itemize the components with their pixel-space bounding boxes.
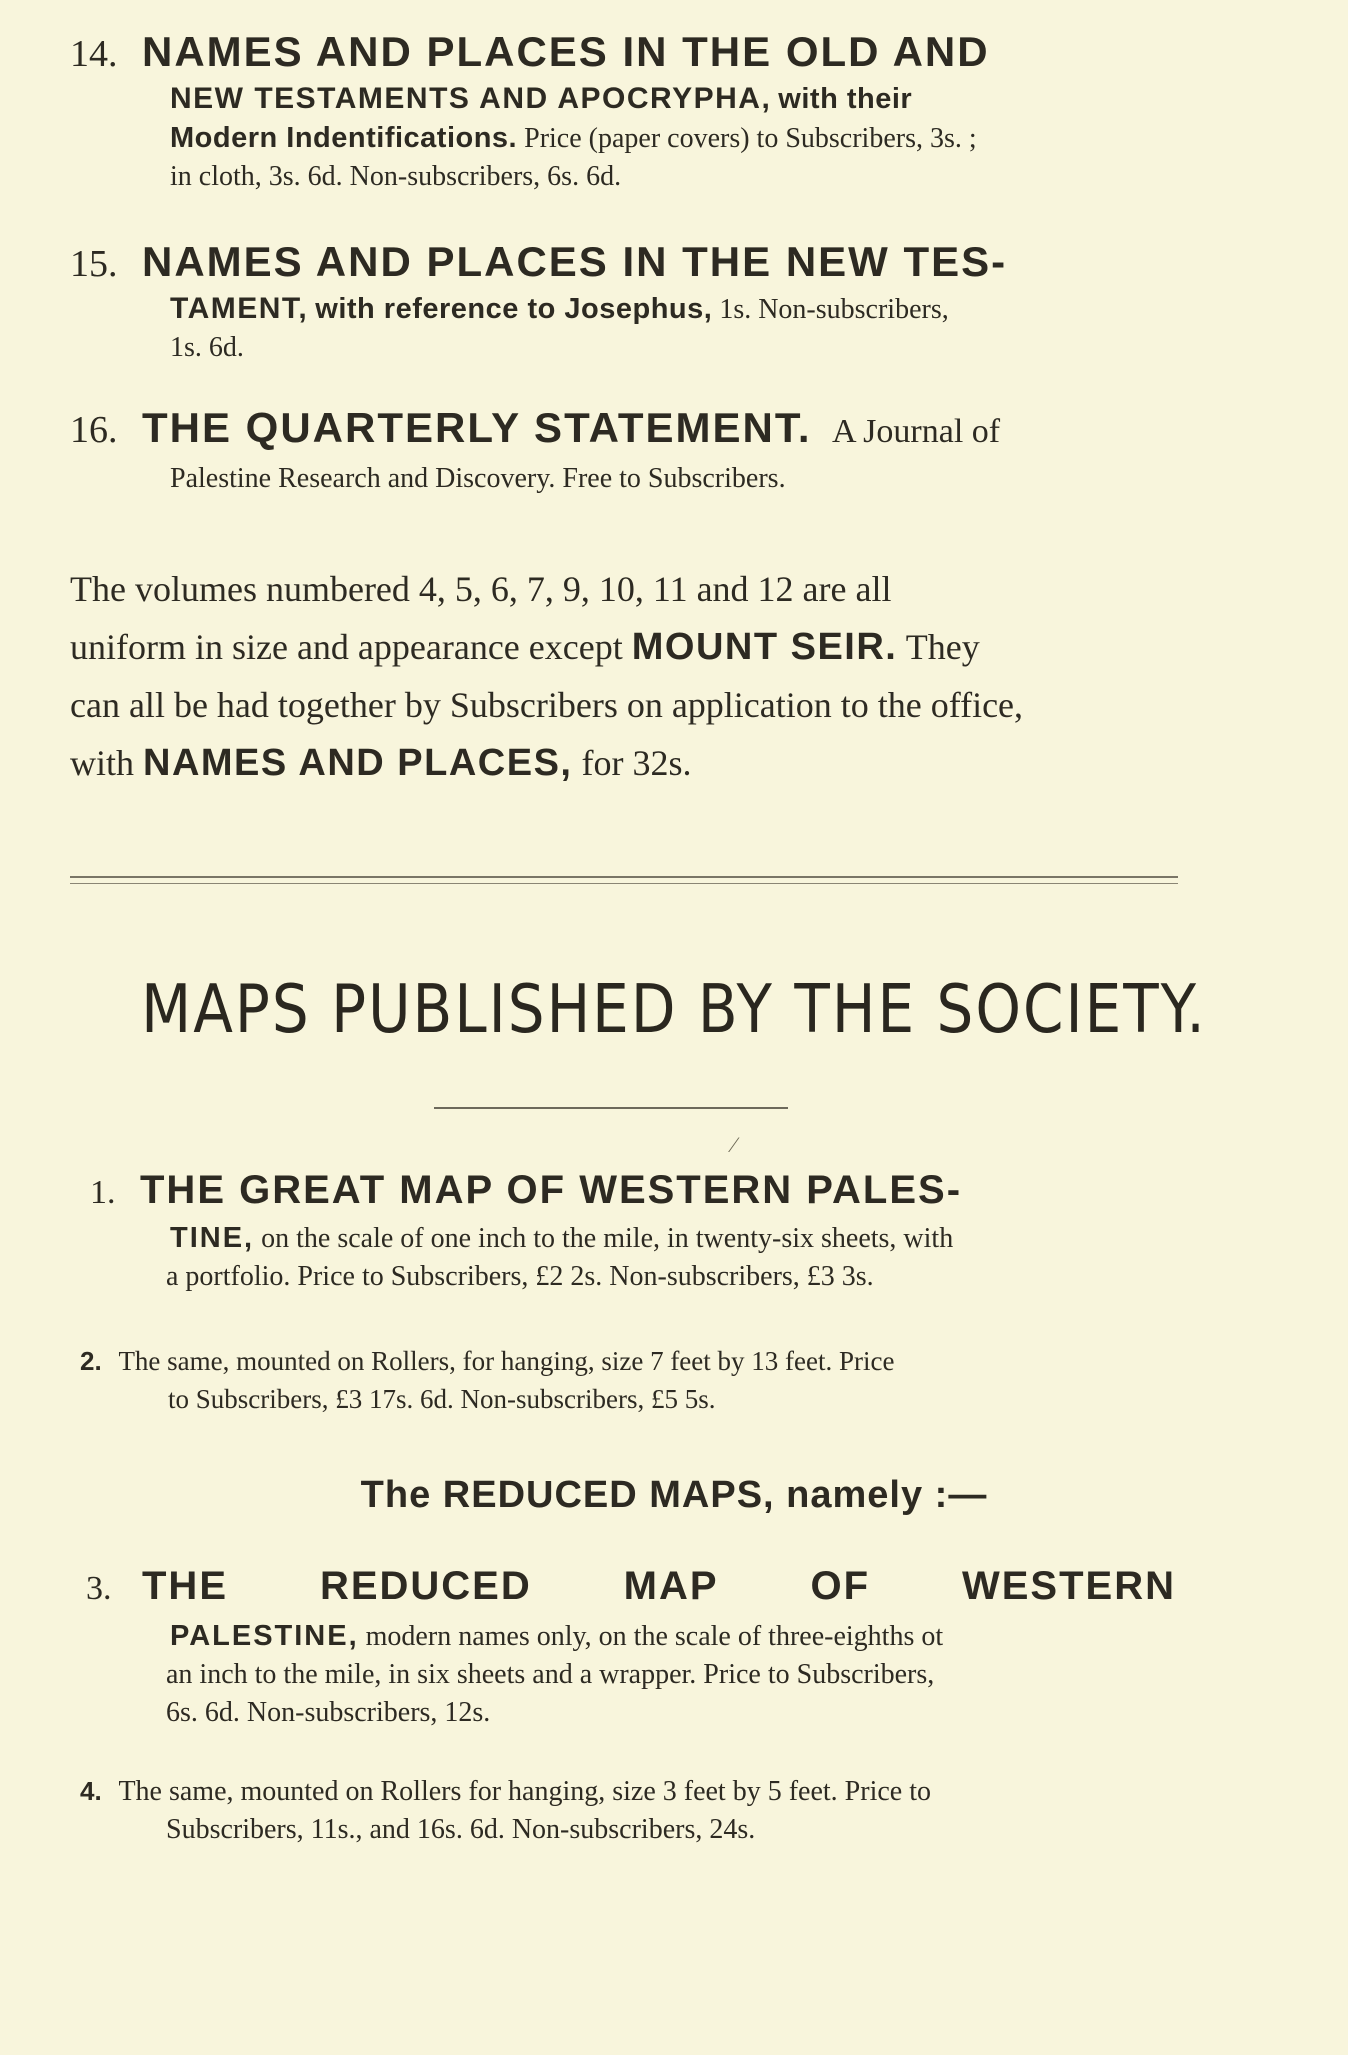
- entry-price-line: 6s. 6d. Non-subscribers, 12s.: [166, 1697, 491, 1728]
- paragraph-line-4-post: for 32s.: [581, 743, 692, 783]
- reduced-maps-heading: The REDUCED MAPS, namely :—: [360, 1474, 988, 1516]
- entry-line-2: Subscribers, 11s., and 16s. 6d. Non-subscribers, 24s.: [166, 1814, 756, 1845]
- entry-subtitle-bold: with reference to Josephus,: [315, 293, 713, 325]
- entry-subtitle-bold: with their: [778, 83, 913, 115]
- title-word: OF: [810, 1564, 871, 1608]
- title-word: WESTERN: [961, 1564, 1176, 1608]
- entry-number: 3.: [86, 1570, 112, 1607]
- section-divider: [70, 876, 1178, 878]
- entry-number: 14.: [70, 33, 118, 75]
- entry-number: 4.: [80, 1776, 102, 1806]
- paragraph-line-3: can all be had together by Subscribers on application to the office,: [70, 685, 1024, 725]
- entry-title: NAMES AND PLACES IN THE OLD AND: [142, 28, 990, 75]
- stray-mark: ⁄: [732, 1132, 736, 1157]
- entry-15: [70, 238, 1180, 367]
- entry-description: Palestine Research and Discovery. Free to Subscribers.: [170, 463, 786, 494]
- entry-price-line: in cloth, 3s. 6d. Non-subscribers, 6s. 6d.: [170, 161, 622, 192]
- maps-section-title: MAPS PUBLISHED BY THE SOCIETY.: [141, 970, 1207, 1049]
- title-word: REDUCED: [319, 1564, 532, 1608]
- section-divider-thin: [70, 883, 1178, 884]
- entry-title-rest: A Journal of: [832, 413, 1001, 450]
- title-word: MAP: [623, 1564, 719, 1608]
- entry-description: modern names only, on the scale of three-eighths ot: [365, 1621, 944, 1652]
- entry-price-line: 1s. 6d.: [170, 332, 244, 363]
- map-entry-4: [80, 1772, 1180, 1849]
- entry-number: 1.: [90, 1174, 116, 1211]
- map-entry-2: [80, 1342, 1180, 1418]
- entry-subtitle-caps: PALESTINE,: [170, 1620, 359, 1652]
- entry-description: on the scale of one inch to the mile, in twenty-six sheets, with: [261, 1223, 954, 1254]
- paragraph-line-2-pre: uniform in size and appearance except: [70, 627, 623, 667]
- entry-price-line: a portfolio. Price to Subscribers, £2 2s. Non-subscribers, £3 3s.: [166, 1261, 874, 1292]
- paragraph-line-4-caps: NAMES AND PLACES,: [143, 742, 573, 784]
- entry-subtitle-caps: TAMENT,: [170, 292, 309, 325]
- entry-line-1: The same, mounted on Rollers, for hanging, size 7 feet by 13 feet. Price: [118, 1346, 895, 1376]
- entry-line-2: to Subscribers, £3 17s. 6d. Non-subscribers, £5 5s.: [168, 1384, 716, 1414]
- entry-number: 2.: [80, 1346, 102, 1376]
- entry-title: THE QUARTERLY STATEMENT.: [142, 404, 812, 451]
- title-word: THE: [142, 1564, 228, 1608]
- entry-title: NAMES AND PLACES IN THE NEW TES-: [142, 238, 1008, 285]
- paragraph-line-1: The volumes numbered 4, 5, 6, 7, 9, 10, 11 and 12 are all: [70, 569, 892, 609]
- entry-price-text: 1s. Non-subscribers,: [719, 294, 949, 325]
- volumes-paragraph: [70, 560, 1180, 792]
- entry-bold-text: Modern Indentifications.: [170, 122, 518, 154]
- entry-number: 16.: [70, 409, 118, 451]
- entry-subtitle-caps: NEW TESTAMENTS AND APOCRYPHA,: [170, 82, 772, 115]
- paragraph-line-2-caps: MOUNT SEIR.: [631, 626, 898, 668]
- entry-title: THE GREAT MAP OF WESTERN PALES-: [140, 1168, 963, 1212]
- paragraph-line-2-post: They: [905, 627, 980, 667]
- map-entry-1: [90, 1166, 1200, 1296]
- entry-16: [70, 404, 1180, 498]
- title-underline: [434, 1107, 788, 1109]
- entry-subtitle-caps: TINE,: [170, 1222, 255, 1254]
- map-entry-3: [86, 1562, 1196, 1732]
- entry-14: [70, 28, 1180, 196]
- entry-price-text: Price (paper covers) to Subscribers, 3s. ;: [524, 123, 977, 154]
- entry-number: 15.: [70, 243, 118, 285]
- entry-line-3: an inch to the mile, in six sheets and a wrapper. Price to Subscribers,: [166, 1659, 935, 1690]
- entry-line-1: The same, mounted on Rollers for hanging, size 3 feet by 5 feet. Price to: [118, 1776, 931, 1807]
- paragraph-line-4-pre: with: [70, 743, 135, 783]
